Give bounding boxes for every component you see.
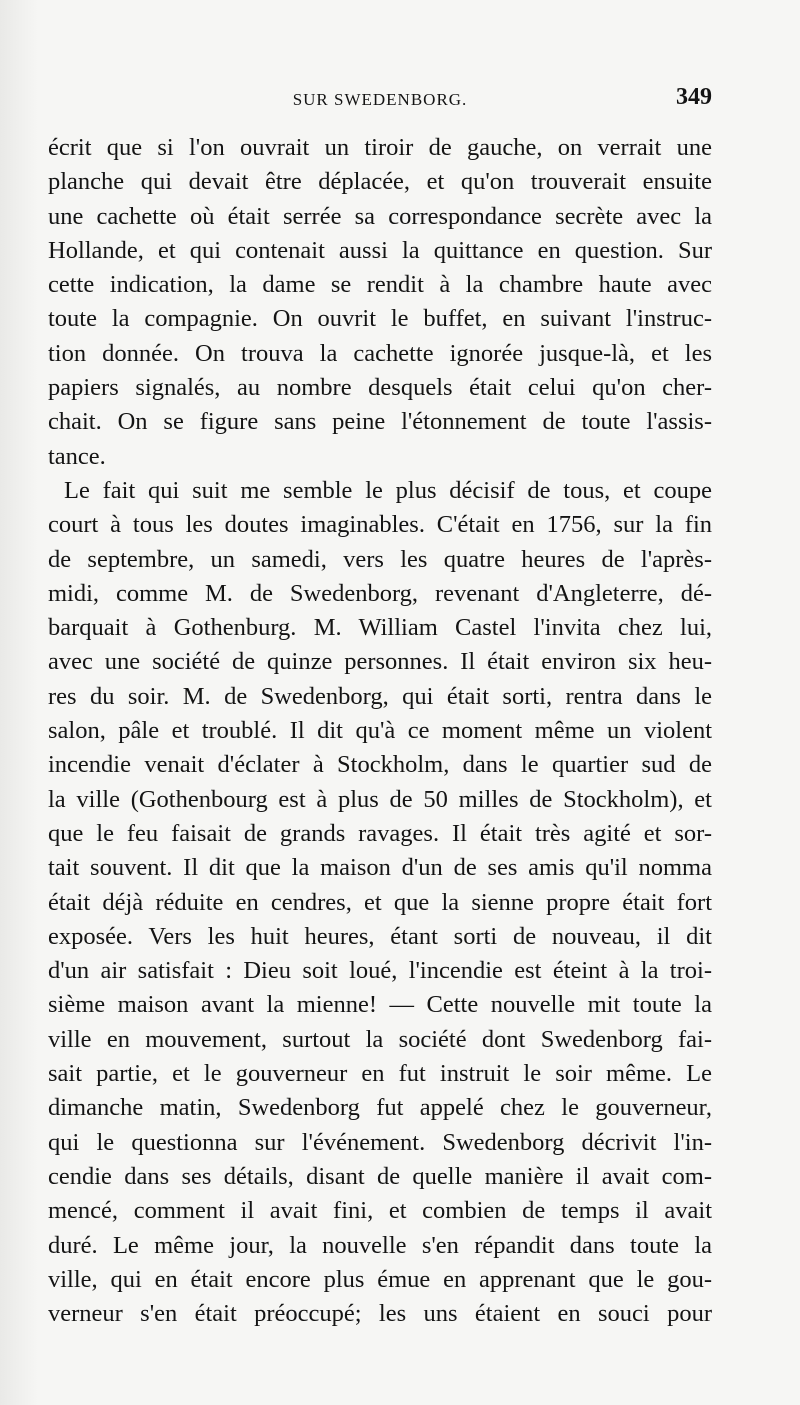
text-line: ville en mouvement, surtout la société dont Swedenborg fai- (48, 1025, 712, 1053)
text-line: verneur s'en était préoccupé; les uns étaient en souci pour (48, 1300, 712, 1328)
text-line: tance. (48, 442, 106, 470)
text-line: chait. On se figure sans peine l'étonnement de toute l'assis- (48, 408, 712, 436)
text-line: res du soir. M. de Swedenborg, qui était sorti, rentra dans le (48, 682, 712, 710)
text-line: qui le questionna sur l'événement. Swedenborg décrivit l'in- (48, 1128, 712, 1156)
text-line: cendie dans ses détails, disant de quelle manière il avait com- (48, 1162, 712, 1190)
text-line: d'un air satisfait : Dieu soit loué, l'incendie est éteint à la troi- (48, 957, 712, 985)
text-line: dimanche matin, Swedenborg fut appelé chez le gouverneur, (48, 1094, 712, 1122)
text-line: planche qui devait être déplacée, et qu'on trouverait ensuite (48, 168, 712, 196)
text-line: une cachette où était serrée sa correspondance secrète avec la (48, 202, 712, 230)
text-line: salon, pâle et troublé. Il dit qu'à ce moment même un violent (48, 717, 712, 745)
text-line: tion donnée. On trouva la cachette ignorée jusque-là, et les (48, 339, 712, 367)
text-line: court à tous les doutes imaginables. C'était en 1756, sur la fin (48, 511, 712, 539)
text-line: ville, qui en était encore plus émue en apprenant que le gou- (48, 1265, 712, 1293)
running-title: SUR SWEDENBORG. (292, 90, 468, 109)
text-line: écrit que si l'on ouvrait un tiroir de gauche, on verrait une (48, 134, 712, 161)
text-line: avec une société de quinze personnes. Il était environ six heu- (48, 648, 712, 676)
paragraph-first-line: Le fait qui suit me semble le plus décisif de tous, et coupe (64, 476, 712, 504)
text-line: tait souvent. Il dit que la maison d'un de ses amis qu'il nomma (48, 854, 712, 882)
text-line: mencé, comment il avait fini, et combien de temps il avait (48, 1197, 712, 1225)
text-line: Hollande, et qui contenait aussi la quittance en question. Sur (48, 236, 712, 264)
text-line: midi, comme M. de Swedenborg, revenant d'Angleterre, dé- (48, 579, 712, 607)
page-gutter-shadow (0, 0, 38, 1405)
text-line: papiers signalés, au nombre desquels était celui qu'on cher- (48, 374, 712, 402)
text-line: la ville (Gothenbourg est à plus de 50 milles de Stockholm), et (48, 785, 712, 813)
text-line: cette indication, la dame se rendit à la chambre haute avec (48, 271, 712, 299)
text-line: que le feu faisait de grands ravages. Il était très agité et sor- (48, 819, 712, 847)
text-line: était déjà réduite en cendres, et que la sienne propre était fort (48, 888, 712, 916)
text-line: sait partie, et le gouverneur en fut instruit le soir même. Le (48, 1060, 712, 1088)
text-line: toute la compagnie. On ouvrit le buffet, en suivant l'instruc- (48, 305, 712, 333)
body-text (48, 131, 712, 1331)
page-number: 349 (676, 84, 712, 110)
text-line: duré. Le même jour, la nouvelle s'en répandit dans toute la (48, 1231, 712, 1259)
text-line: incendie venait d'éclater à Stockholm, dans le quartier sud de (48, 751, 712, 779)
text-line: barquait à Gothenburg. M. William Castel l'invita chez lui, (48, 614, 712, 642)
text-line: sième maison avant la mienne! — Cette nouvelle mit toute la (48, 991, 712, 1019)
text-line: de septembre, un samedi, vers les quatre heures de l'après- (48, 545, 712, 573)
text-line: exposée. Vers les huit heures, étant sorti de nouveau, il dit (48, 922, 712, 950)
running-head (48, 84, 712, 120)
